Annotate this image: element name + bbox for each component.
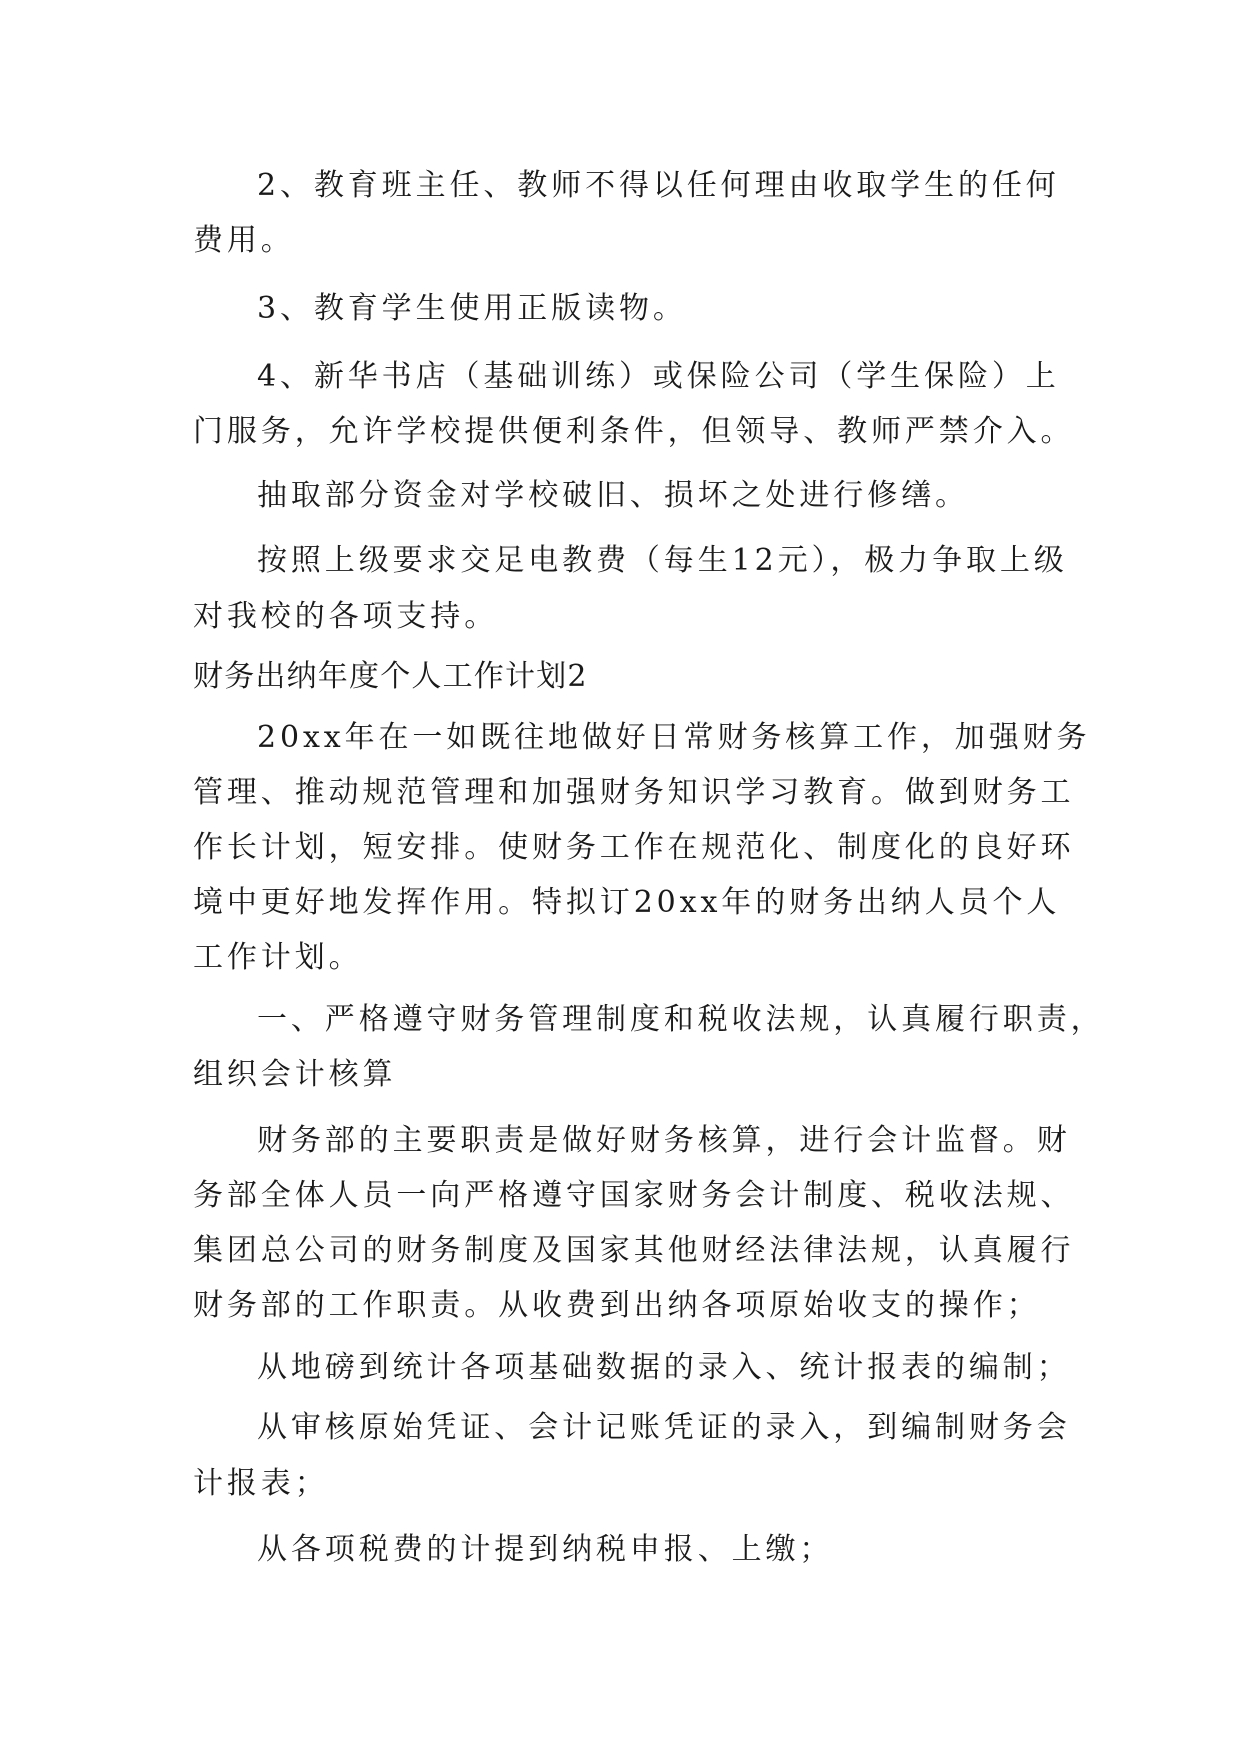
paragraph-line: 财务部的工作职责。从收费到出纳各项原始收支的操作； (193, 1288, 1041, 1323)
paragraph-line: 从各项税费的计提到纳税申报、上缴； (257, 1532, 834, 1567)
paragraph-line: 财务部的主要职责是做好财务核算，进行会计监督。财 (257, 1123, 1071, 1158)
paragraph-line: 3、教育学生使用正版读物。 (257, 291, 687, 326)
paragraph-line: 境中更好地发挥作用。特拟订20xx年的财务出纳人员个人 (193, 885, 1061, 920)
paragraph-line: 计报表； (193, 1466, 329, 1501)
paragraph-line: 对我校的各项支持。 (193, 599, 499, 634)
paragraph-line: 按照上级要求交足电教费（每生12元），极力争取上级 (257, 543, 1068, 578)
paragraph-line: 工作计划。 (193, 940, 363, 975)
paragraph-line: 集团总公司的财务制度及国家其他财经法律法规，认真履行 (193, 1233, 1075, 1268)
paragraph-line: 20xx年在一如既往地做好日常财务核算工作，加强财务 (257, 720, 1091, 755)
paragraph-line: 组织会计核算 (193, 1057, 397, 1092)
paragraph-line: 从地磅到统计各项基础数据的录入、统计报表的编制； (257, 1350, 1071, 1385)
paragraph-line: 费用。 (193, 223, 295, 258)
paragraph-line: 管理、推动规范管理和加强财务知识学习教育。做到财务工 (193, 775, 1075, 810)
paragraph-line: 4、新华书店（基础训练）或保险公司（学生保险）上 (257, 359, 1060, 394)
paragraph-line: 务部全体人员一向严格遵守国家财务会计制度、税收法规、 (193, 1178, 1075, 1213)
paragraph-line: 作长计划，短安排。使财务工作在规范化、制度化的良好环 (193, 830, 1075, 865)
paragraph-line: 抽取部分资金对学校破旧、损坏之处进行修缮。 (257, 478, 969, 513)
paragraph-line: 一、严格遵守财务管理制度和税收法规，认真履行职责， (257, 1002, 1105, 1037)
section-heading: 财务出纳年度个人工作计划2 (193, 659, 588, 694)
paragraph-line: 2、教育班主任、教师不得以任何理由收取学生的任何 (257, 168, 1060, 203)
paragraph-line: 从审核原始凭证、会计记账凭证的录入，到编制财务会 (257, 1410, 1071, 1445)
paragraph-line: 门服务，允许学校提供便利条件，但领导、教师严禁介入。 (193, 414, 1075, 449)
